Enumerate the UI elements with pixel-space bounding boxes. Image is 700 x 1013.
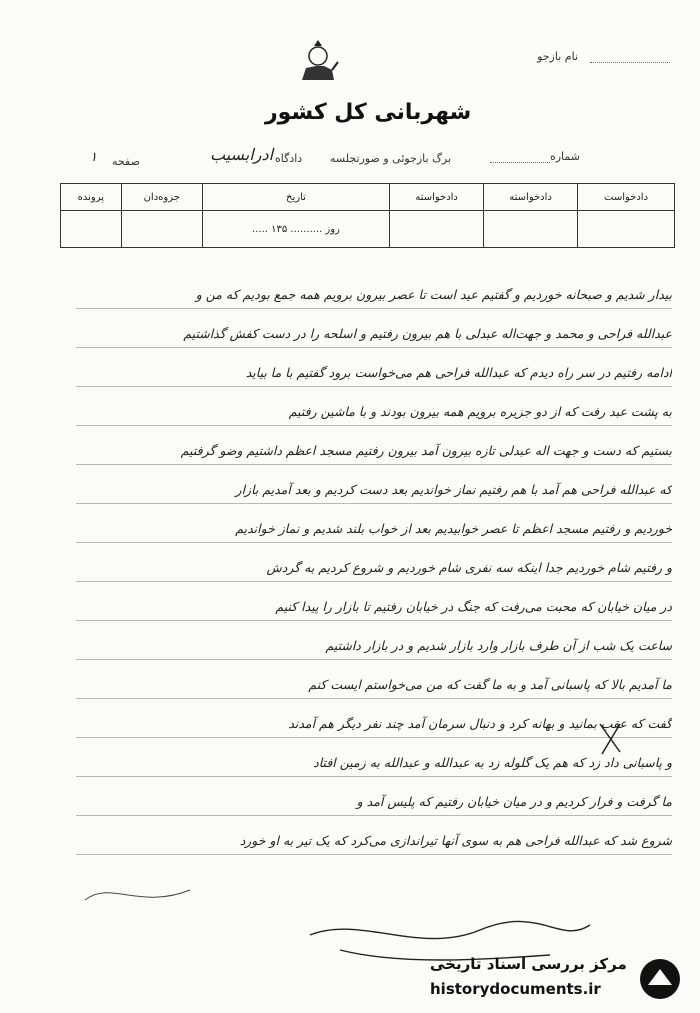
cell-dadkhaste-2 bbox=[390, 211, 484, 248]
name-label: نام بازجو bbox=[537, 50, 578, 63]
page-title: شهربانی کل کشور bbox=[265, 100, 472, 125]
archive-logo-icon bbox=[636, 955, 684, 1003]
cell-dadkhast bbox=[578, 211, 675, 248]
cell-jozvedan bbox=[121, 211, 202, 248]
body-line: در میان خیابان که محبت می‌رفت که جنگ در خیابان رفتیم تا بازار را پیدا کنیم bbox=[76, 594, 672, 621]
col-dadkhaste-2: دادخواسته bbox=[390, 184, 484, 211]
cell-parvande bbox=[61, 211, 122, 248]
col-date: تاریخ bbox=[202, 184, 389, 211]
hand-title: ادرابسیب bbox=[210, 145, 274, 164]
sheet-title: برگ بازجوئی و صورتجلسه bbox=[330, 152, 452, 165]
dadgah-label: دادگاه bbox=[275, 152, 303, 165]
number-label: شماره bbox=[549, 150, 580, 163]
page-value: ۱ bbox=[90, 150, 97, 165]
body-line: ما آمدیم بالا که پاسبانی آمد و به ما گفت که من می‌خواستم ایست کنم bbox=[76, 672, 672, 699]
body-line: گفت که عقب بمانید و بهانه کرد و دنبال سرمان آمد چند نفر دیگر هم آمدند bbox=[76, 711, 672, 738]
body-line: به پشت عبد رفت که از دو جزیره برویم همه بیرون بودند و با ماشین رفتیم bbox=[76, 399, 672, 426]
body-line: ساعت یک شب از آن طرف بازار وارد بازار شدیم و در بازار داشتیم bbox=[76, 633, 672, 660]
col-dadkhast: دادخواست bbox=[578, 184, 675, 211]
body-line: ادامه رفتیم در سر راه دیدم که عبدالله فراحی هم می‌خواست برود گفتیم با ما بیاید bbox=[76, 360, 672, 387]
svg-text:امضا: امضا bbox=[450, 920, 452, 921]
col-jozvedan: جزوه‌دان bbox=[121, 184, 202, 211]
body-line: بستیم که دست و جهت اله عبدلی تازه بیرون آمد بیرون رفتیم مسجد اعظم داشتیم وضو گرفتیم bbox=[76, 438, 672, 465]
watermark-line2: historydocuments.ir bbox=[430, 980, 601, 998]
page-label: صفحه bbox=[112, 155, 140, 168]
col-parvande: پرونده bbox=[61, 184, 122, 211]
body-line: خوردیم و رفتیم مسجد اعظم تا عصر خوابیدیم بعد از خواب بلند شدیم و نماز خواندیم bbox=[76, 516, 672, 543]
watermark-line1: مرکز بررسی اسناد تاریخی bbox=[430, 955, 627, 973]
body-line: و رفتیم شام خوردیم جدا اینکه سه نفری شام خوردیم و شروع کردیم به گردش bbox=[76, 555, 672, 582]
margin-cross-mark bbox=[596, 718, 626, 758]
case-table bbox=[60, 183, 675, 248]
cell-date: روز .......... ۱۳۵ ..... bbox=[202, 211, 389, 248]
number-field bbox=[490, 162, 550, 163]
body-line: عبدالله فراحی و محمد و جهت‌اله عبدلی با هم بیرون رفتیم و اسلحه را در دست کفش گذاشتیم bbox=[76, 321, 672, 348]
body-line: بیدار شدیم و صبحانه خوردیم و گفتیم عید است تا عصر بیرون برویم همه جمع بودیم که من و bbox=[76, 282, 672, 309]
side-scribble bbox=[80, 875, 200, 915]
lion-sun-emblem-icon bbox=[288, 40, 348, 88]
body-line: شروع شد که عبدالله فراحی هم به سوی آنها تیراندازی می‌کرد که یک تیر به او خورد bbox=[76, 828, 672, 855]
cell-dadkhaste-1 bbox=[484, 211, 578, 248]
name-field bbox=[590, 62, 670, 63]
col-dadkhaste-1: دادخواسته bbox=[484, 184, 578, 211]
body-line: ما گرفت و فرار کردیم و در میان خیابان رفتیم که پلیس آمد و bbox=[76, 789, 672, 816]
body-line: و پاسبانی داد زد که هم یک گلوله زد به عبدالله و عبدالله به زمین افتاد bbox=[76, 750, 672, 777]
body-line: که عبدالله فراحی هم آمد با هم رفتیم نماز خواندیم بعد دست کردیم و بعد آمدیم بازار bbox=[76, 477, 672, 504]
